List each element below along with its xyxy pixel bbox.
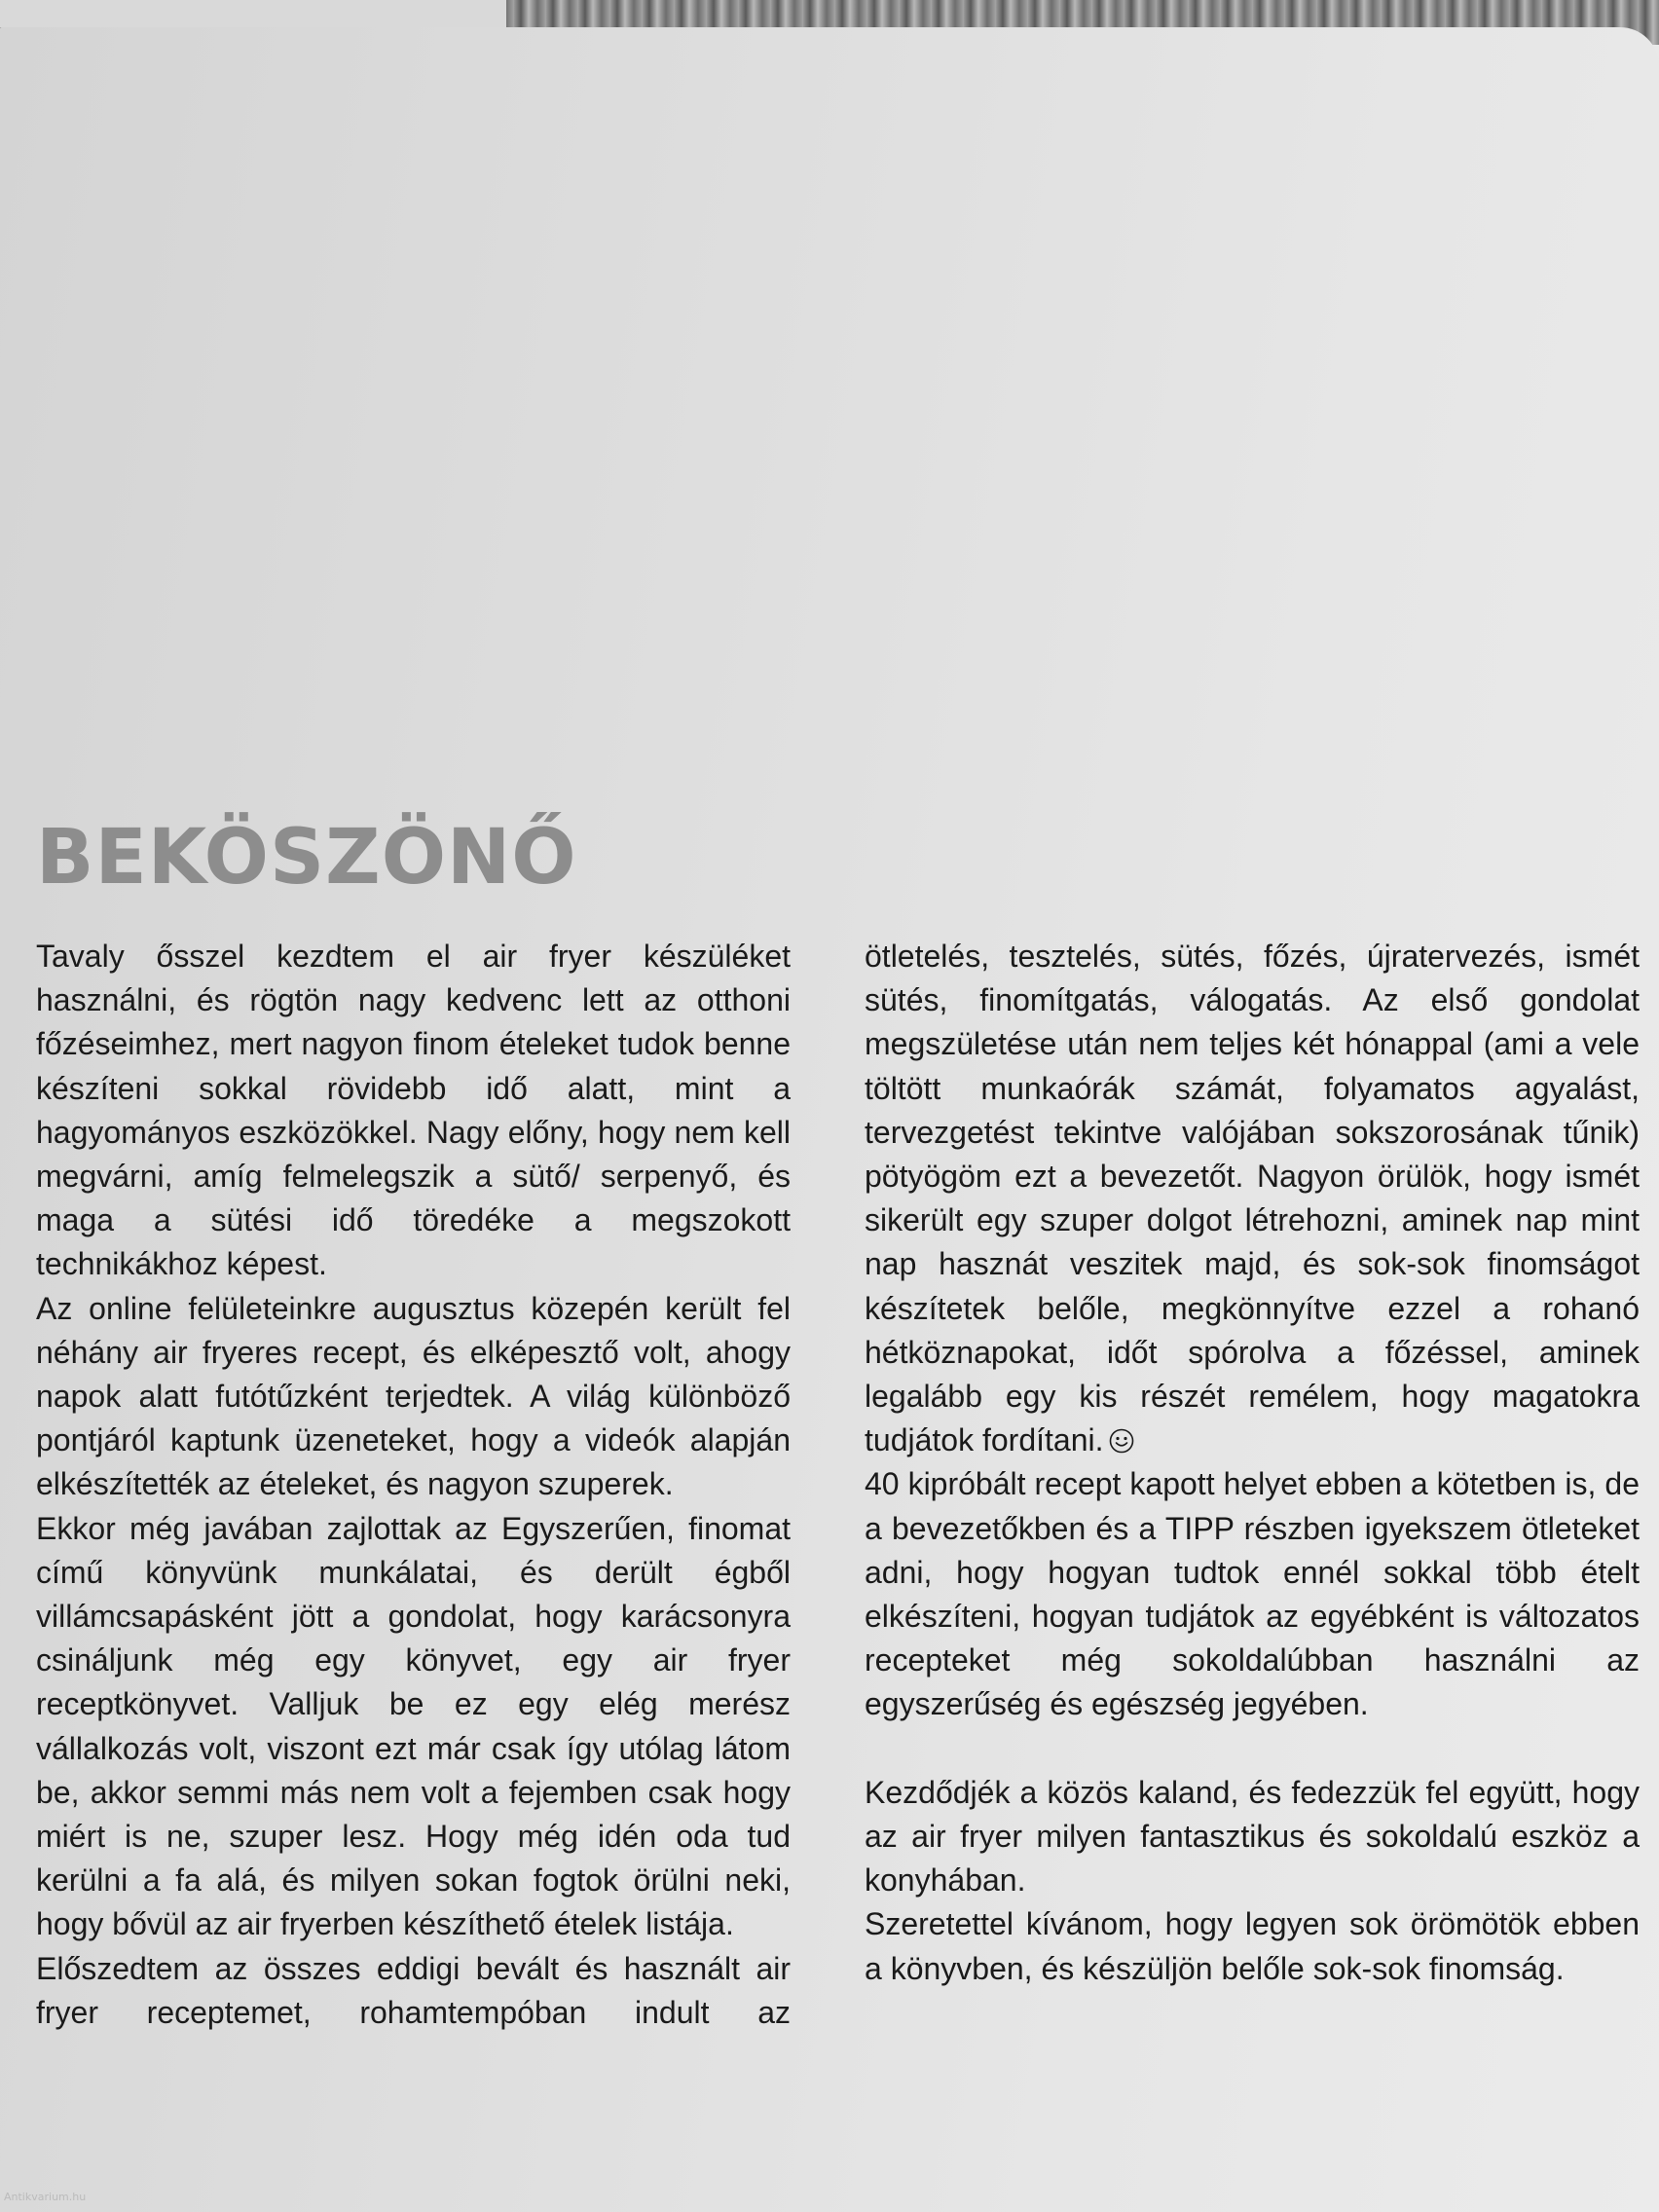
background-strip-light xyxy=(0,0,506,27)
paragraph-text: ötletelés, tesztelés, sütés, főzés, újratervezés, ismét sütés, finomítgatás, válogatás. Az első gondolat megszületése után nem teljes két hónappal (ami a vele töltött munkaórák számát, folyamatos agyalást, tervezgetést tekintve valójában sokszorosának tűnik) pötyögöm ezt a bevezetőt. Nagyon örülök, hogy ismét sikerült egy szuper dolgot létrehozni, aminek nap mint nap hasznát veszitek majd, és sok-sok finomságot készítetek belőle, megkönnyítve ezzel a rohanó hétköznapokat, időt spórolva a főzéssel, aminek legalább egy kis részét remélem, hogy magatokra tudjátok fordítani. xyxy=(865,939,1640,1458)
paragraph-spacer xyxy=(865,1727,1640,1771)
paragraph: 40 kipróbált recept kapott helyet ebben a kötetben is, de a bevezetőkben és a TIPP részben igyekszem ötleteket adni, hogy hogyan tudtok ennél sokkal több ételt elkészíteni, hogyan tudjátok az egyébként is változatos recepteket még sokoldalúbban használni az egyszerűség és egészség jegyében. xyxy=(865,1466,1640,1722)
watermark: Antikvarium.hu xyxy=(4,2191,87,2203)
paragraph: Előszedtem az összes eddigi bevált és használt air fryer receptemet, rohamtempóban indult az xyxy=(36,1950,791,2030)
paragraph: Tavaly ősszel kezdtem el air fryer készüléket használni, és rögtön nagy kedvenc lett az otthoni főzéseimhez, mert nagyon finom ételeket tudok benne készíteni sokkal rövidebb idő alatt, mint a hagyományos eszközökkel. Nagy előny, hogy nem kell megvárni, amíg felmelegszik a sütő/ serpenyő, és maga a sütési idő töredéke a megszokott technikákhoz képest. xyxy=(36,939,791,1282)
right-column xyxy=(865,935,1640,1991)
paragraph: Ekkor még javában zajlottak az Egyszerűen, finomat című könyvünk munkálatai, és derült égből villámcsapásként jött a gondolat, hogy karácsonyra csináljunk még egy könyvet, egy air fryer receptkönyvet. Valljuk be ez egy elég merész vállalkozás volt, viszont ezt már csak így utólag látom be, akkor semmi más nem volt a fejemben csak hogy miért is ne, szuper lesz. Hogy még idén oda tud kerülni a fa alá, és milyen sokan fogtok örülni neki, hogy bővül az air fryerben készíthető ételek listája. xyxy=(36,1510,791,1942)
smiley-icon xyxy=(1109,1428,1134,1454)
paragraph: Kezdődjék a közös kaland, és fedezzük fel együtt, hogy az air fryer milyen fantasztikus és sokoldalú eszköz a konyhában. xyxy=(865,1774,1640,1899)
page-title: BEKÖSZÖNŐ xyxy=(36,814,577,902)
left-column xyxy=(36,935,791,2035)
paragraph: Az online felületeinkre augusztus közepén került fel néhány air fryeres recept, és elképesztő volt, ahogy napok alatt futótűzként terjedtek. A világ különböző pontjáról kaptunk üzeneteket, hogy a videók alapján elkészítették az ételeket, és nagyon szuperek. xyxy=(36,1290,791,1502)
paragraph: Szeretettel kívánom, hogy legyen sok örömötök ebben a könyvben, és készüljön belőle sok-sok finomság. xyxy=(865,1906,1640,1986)
paragraph-with-smiley xyxy=(865,935,1640,1462)
